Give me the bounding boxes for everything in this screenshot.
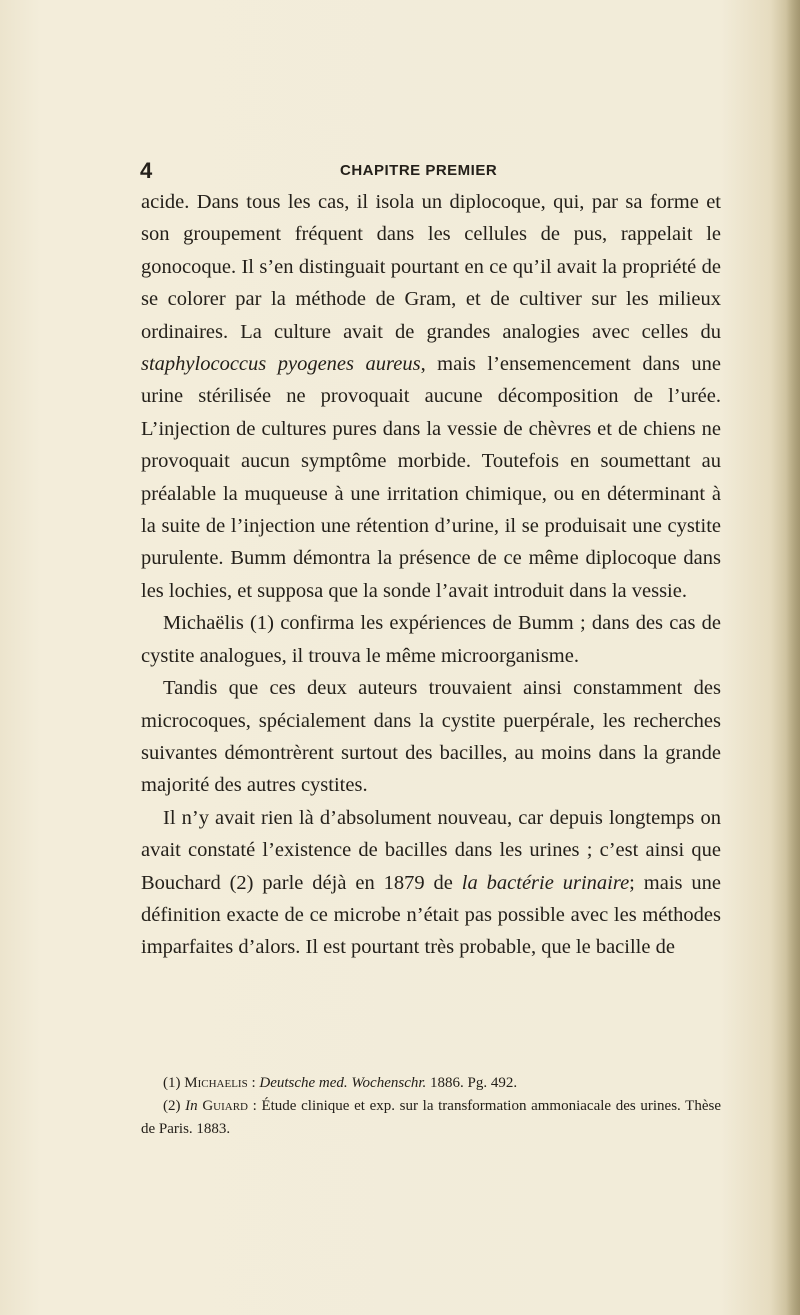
- paragraph-1-italic: staphylococcus pyogenes aureus: [141, 353, 421, 376]
- footnote-2-marker: (2): [163, 1098, 186, 1114]
- footnote-2-author: Guiard: [197, 1098, 248, 1114]
- running-title: CHAPITRE PREMIER: [340, 162, 498, 179]
- footnote-1-title: Deutsche med. Wochenschr.: [259, 1075, 427, 1091]
- footnote-1-marker: (1): [163, 1075, 185, 1091]
- page-edge-shadow: [786, 0, 800, 1315]
- footnote-2: [141, 1095, 721, 1141]
- footnotes: [141, 1072, 721, 1141]
- footnote-2-in: In: [185, 1098, 198, 1114]
- footnote-1-author: Michaelis: [184, 1075, 248, 1091]
- paragraph-1-text-a: acide. Dans tous les cas, il isola un diplocoque, qui, par sa forme et son groupement fréquent dans les cellules de pus, rappelait le gonocoque. Il s’en distinguait pourtant en ce qu’il avait la propriété de se colorer par la méthode de Gram, et de cultiver sur les milieux ordinaires. La culture avait de grandes analogies avec celles du: [141, 191, 721, 343]
- paragraph-4: [141, 802, 721, 964]
- paragraph-4-text-b: ; mais une définition exacte de ce microbe n’était pas possible avec les méthodes imparfaites d’alors. Il est pourtant très probable, que le bacille de: [141, 871, 722, 959]
- paragraph-1: [141, 186, 721, 607]
- footnote-1-separator: :: [247, 1075, 260, 1091]
- footnote-1: [141, 1072, 721, 1095]
- page-number: 4: [140, 158, 153, 183]
- footnote-2-rest: : Étude clinique et exp. sur la transformation ammoniacale des urines. Thèse de Paris. 1883.: [141, 1098, 721, 1137]
- paragraph-3: Tandis que ces deux auteurs trouvaient ainsi constamment des microcoques, spécialement dans la cystite puerpérale, les recherches suivantes démontrèrent surtout des bacilles, au moins dans la grande majorité des autres cystites.: [141, 677, 721, 797]
- page-header: [140, 158, 720, 182]
- paragraph-4-italic: la bactérie urinaire: [461, 871, 630, 894]
- paragraph-2: Michaëlis (1) confirma les expériences de Bumm ; dans des cas de cystite analogues, il trouva le même microorganisme.: [141, 612, 721, 667]
- paragraph-4-text-a: Il n’y avait rien là d’absolument nouveau, car depuis longtemps on avait constaté l’existence de bacilles dans les urines ; c’est ainsi que Bouchard (2) parle déjà en 1879 de: [141, 806, 721, 894]
- footnote-1-rest: 1886. Pg. 492.: [426, 1075, 518, 1091]
- body-text: [141, 186, 721, 964]
- paragraph-1-text-b: , mais l’ensemencement dans une urine stérilisée ne provoquait aucune décomposition de l’urée. L’injection de cultures pures dans la vessie de chèvres et de chiens ne provoquait aucun symptôme morbide. Toutefois en soumettant au préalable la muqueuse à une irritation chimique, ou en déterminant à la suite de l’injection une rétention d’urine, il se produisait une cystite purulente. Bumm démontra la présence de ce même diplocoque dans les lochies, et supposa que la sonde l’avait introduit dans la vessie.: [141, 353, 722, 602]
